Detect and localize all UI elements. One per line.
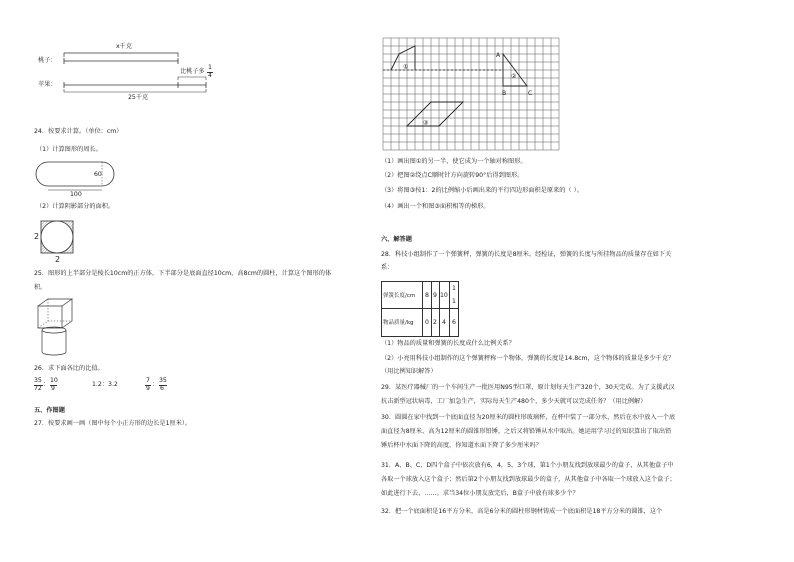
ratio-2: 1.2：3.2 <box>92 381 118 388</box>
table-cell: 4 <box>442 319 446 326</box>
q24-2-text: （2）计算阴影部分的面积。 <box>36 203 115 210</box>
label-c: C <box>528 90 533 97</box>
table-cell: 9 <box>433 292 437 299</box>
q28-line2: 系： <box>381 264 394 271</box>
q28-2b: （用比例知识解答） <box>381 368 437 375</box>
table-cell: 1 <box>452 285 456 292</box>
grid-task-4: （4）画出一个和图③面积相等的梯形。 <box>381 203 490 210</box>
ratio-3: 7 9 ： 35 6 <box>146 377 167 392</box>
cube-cylinder-figure <box>34 296 84 360</box>
square-side-label: 2 <box>34 232 40 241</box>
q24-1-text: （1）计算图形的周长。 <box>36 146 102 153</box>
drawing-grid <box>383 38 563 154</box>
q32: 32．把一个底面积是16平方分米，高是6分米的圆柱形钢材铸成一个底面积是18平方分米的圆锥，这个 <box>381 508 663 515</box>
table-cell: 6 <box>452 319 456 326</box>
q30-line3: 锤后杯中水面下降的高度，你知道水面下降了多少厘米吗？ <box>381 442 542 449</box>
q25-line1: 25．图形的上半部分是棱长10cm的正方体，下半部分是底面直径10cm，高8cm的圆柱，计算这个图形的体 <box>34 270 332 277</box>
table-cell: 2 <box>433 319 437 326</box>
q31-line3: 如此进行下去，……。求当34位小朋友放完后，B盒子中放有球多少个？ <box>381 490 579 497</box>
segment-diagram <box>36 40 226 104</box>
diagram-note: 比桃子多 <box>180 68 205 75</box>
label-a: A <box>496 52 501 59</box>
table-cell: 10 <box>440 292 448 299</box>
diagram-frac-den: 4 <box>208 72 212 79</box>
table-row2-head: 物品质量/kg <box>383 320 414 326</box>
diagram-frac-num: 1 <box>208 64 212 71</box>
q27-text: 27．按要求画一画（图中每个小正方形的边长是1厘米）。 <box>34 420 192 427</box>
spring-table <box>381 281 459 337</box>
figure-3-shape <box>407 102 463 126</box>
q24-text: 24．按要求计算。（单位：cm） <box>34 128 123 135</box>
section-6-title: 六、解答题 <box>381 236 412 243</box>
q26-text: 26．求下面各比的比值。 <box>34 365 104 372</box>
diagram-bottom-label: 25千克 <box>128 94 149 101</box>
q28-2: （2）小亮用科技小组制作的这个弹簧秤称一个物体，弹簧的长度是14.8cm，这个物体的质量是多少千克？ <box>381 355 675 362</box>
q30-line1: 30．圆圆在家中找到一个底面直径为20厘米的圆柱形玻璃杯，在杯中装了一部分水，然后在水中放入一个底 <box>381 414 676 421</box>
table-cell: 0 <box>425 319 429 326</box>
diagram-top-label: x千克 <box>116 43 133 50</box>
q31-line1: 31．A、B、C、D四个盒子中依次放有6，4，5，3个球，第1个小朋友找到放球最少的盒子，从其他盒子中 <box>381 462 674 469</box>
table-cell: 8 <box>425 292 429 299</box>
table-cell: 1 <box>452 298 456 305</box>
diagram-apple-label: 苹果： <box>38 81 57 88</box>
ratio-1: 35 72 ： 10 9 <box>34 377 58 392</box>
section-5-title: 五、作图题 <box>34 407 65 414</box>
q29-line1: 29．某医疗器械厂的一个车间生产一批医用N95型口罩，原计划每天生产320个，30天完成。为了支援武汉 <box>381 384 675 391</box>
label-figure-3: ③ <box>423 119 429 127</box>
q28-1: （1）物品的质量和弹簧的长度成什么比例关系？ <box>381 340 515 347</box>
grid-task-2: （2）把图②绕点C顺时针方向旋转90°后得到图形。 <box>381 172 524 179</box>
q31-line2: 各取一个球放入这个盒子；然后第2个小朋友找到放球最少的盒子，从其他盒子中各取一个球放入这个盒子； <box>381 476 676 483</box>
square-bottom-label: 2 <box>55 255 61 264</box>
stadium-width-label: 100 <box>70 191 82 198</box>
label-figure-2: ② <box>511 73 517 80</box>
q29-line2: 抗击新型冠状病毒，工厂加急生产，实际每天生产480个，多少天就可以完成任务？（用比例解） <box>381 398 647 405</box>
grid-task-3: （3）将图③按1：2的比例缩小后画出来的平行四边形面积是原来的（ ）。 <box>381 187 583 194</box>
table-row1-head: 弹簧长度/cm <box>383 293 416 299</box>
stadium-height-label: 60 <box>94 171 102 178</box>
grid-task-1: （1）画出图①的另一半，使它成为一个轴对称图形。 <box>381 158 527 165</box>
label-figure-1: ① <box>403 63 409 71</box>
diagram-peach-label: 桃子： <box>38 57 57 64</box>
square-circle-figure <box>40 220 80 260</box>
q30-line2: 面直径为8厘米、高为12厘米的圆锥形铅锤，之后又将铅锤从水中取出。她运用学习过的知识算出了取出铅 <box>381 428 672 435</box>
label-b: B <box>502 90 507 97</box>
q25-line2: 积。 <box>34 284 47 291</box>
q28-line1: 28．科技小组制作了一个弹簧秤，弹簧的长度是8厘米。经检证，弹簧的长度与所挂物品的质量存在如下关 <box>381 251 672 258</box>
